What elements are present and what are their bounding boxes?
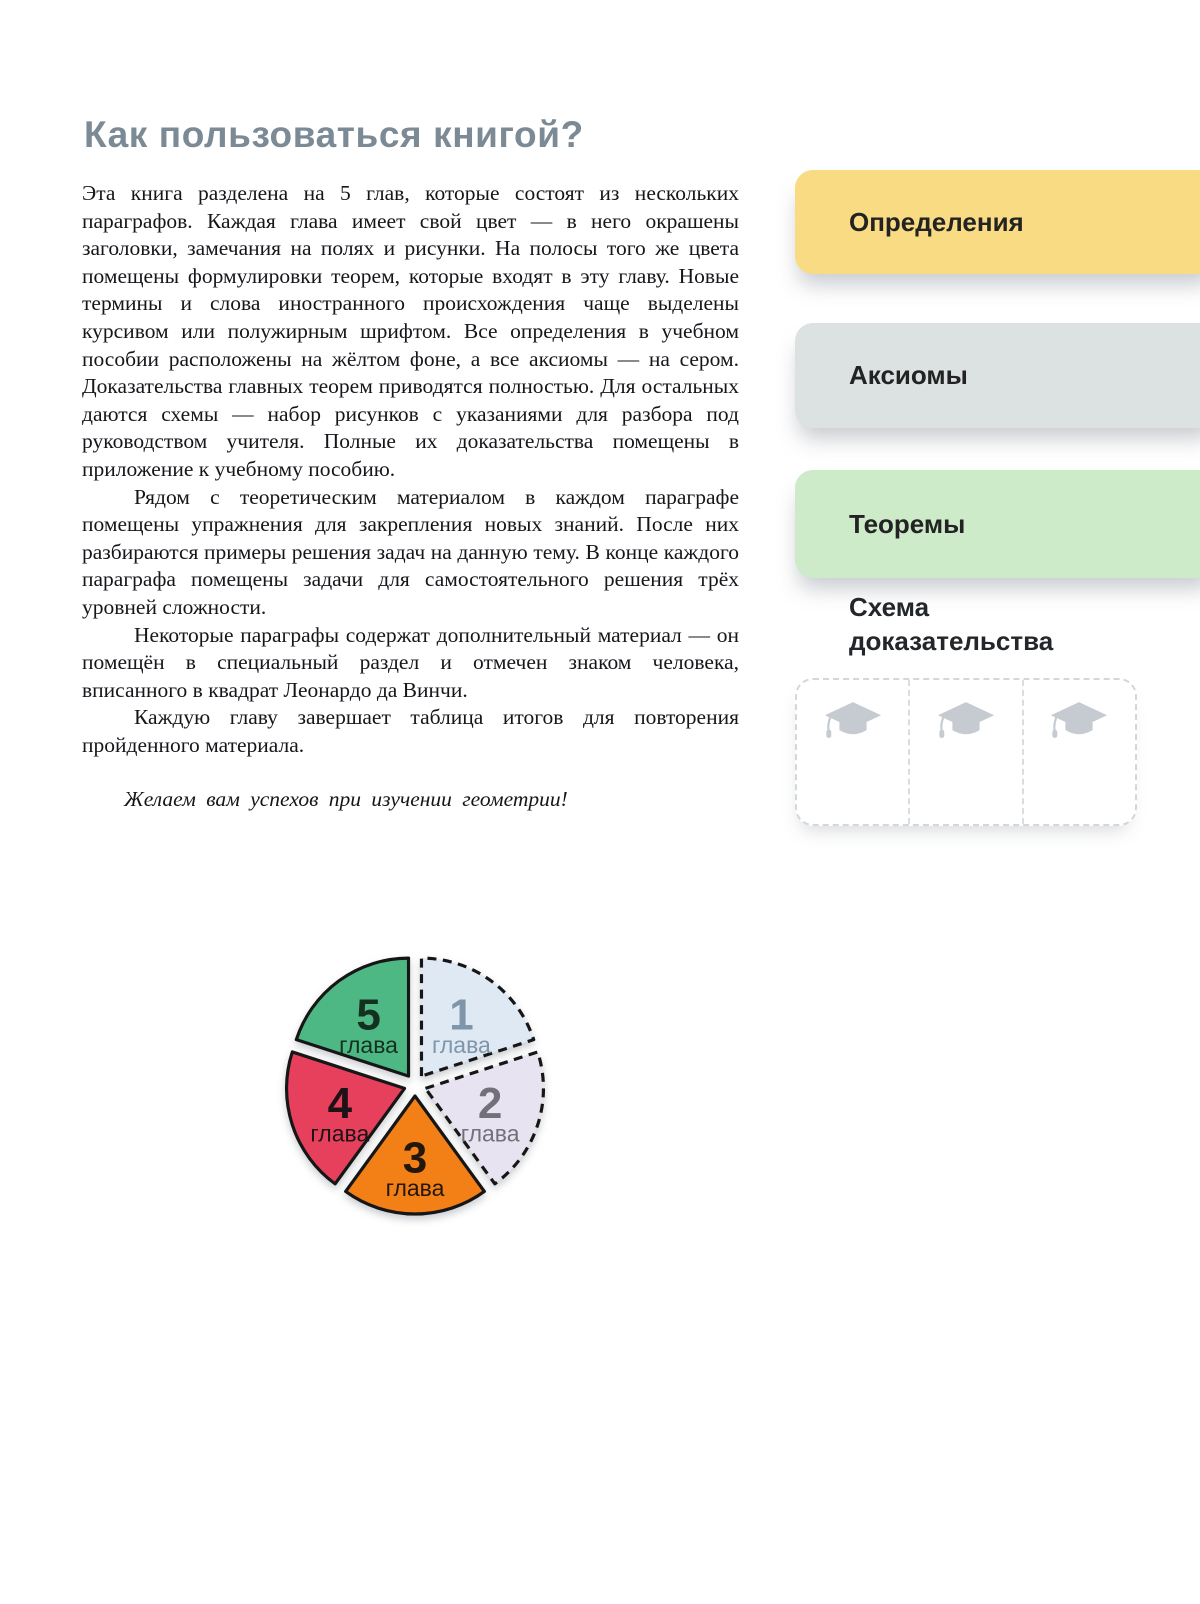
axioms-card-label: Аксиомы [849,360,968,390]
intro-text [82,180,739,814]
proof-scheme-cell-3 [1022,680,1135,824]
paragraph-2: Рядом с теоретическим материалом в каждом параграфе помещены упражнения для закрепления новых знаний. После них разбираются примеры решения задач на данную тему. В конце каждого параграфа помещены задачи для самостоятельного решения трёх уровней сложности. [82,484,739,619]
pie-slice-number-5: 5 [356,990,381,1040]
proof-scheme-cell-2 [908,680,1021,824]
definitions-card-label: Определения [849,206,1024,237]
axioms-card [795,323,1200,428]
theorems-card [795,470,1200,578]
pie-slice-caption-1: глава [432,1032,491,1059]
closing-wish: Желаем вам успехов при изучении геометрии! [124,787,568,812]
proof-scheme-cell-1 [797,680,908,824]
paragraph-4: Каждую главу завершает таблица итогов для повторения пройденного материала. [82,705,739,757]
proof-scheme-title: Схема доказательства [849,592,1054,656]
chapters-pie-chart [265,935,565,1235]
pie-slice-caption-2: глава [460,1120,520,1147]
pie-slice-number-3: 3 [402,1133,428,1183]
pie-slice-number-4: 4 [327,1078,353,1128]
proof-scheme-box [795,678,1137,826]
pie-svg [265,935,565,1235]
pie-slice-caption-5: глава [339,1032,398,1059]
pie-slice-caption-3: глава [385,1175,445,1201]
graduation-cap-icon [1050,700,1108,744]
page-title: Как пользоваться книгой? [84,114,584,155]
graduation-cap-icon [937,700,995,744]
pie-slice-caption-4: глава [310,1120,370,1147]
paragraph-3: Некоторые параграфы содержат дополнительный материал — он помещён в специальный раздел и отмечен знаком человека, вписанного в квадрат Леонардо да Винчи. [82,622,739,702]
theorems-card-label: Теоремы [849,508,966,539]
paragraph-1: Эта книга разделена на 5 глав, которые состоят из нескольких параграфов. Каждая глава имеет свой цвет — в него окрашены заголовки, замечания на полях и рисунки. На полосы того же цвета помещены формулировки теорем, которые входят в эту главу. Новые термины и слова иностранного происхождения чаще выделены курсивом или полужирным шрифтом. Все определения в учебном пособии расположены на жёлтом фоне, а все аксиомы — на сером. Доказательства главных теорем приводятся полностью. Для остальных даются схемы — набор рисунков с указаниями для разбора под руководством учителя. Полные их доказательства помещены в приложение к учебному пособию. [82,181,739,481]
pie-slice-number-1: 1 [449,990,474,1040]
pie-slice-number-2: 2 [477,1078,503,1128]
graduation-cap-icon [824,700,882,744]
definitions-card [795,170,1200,274]
